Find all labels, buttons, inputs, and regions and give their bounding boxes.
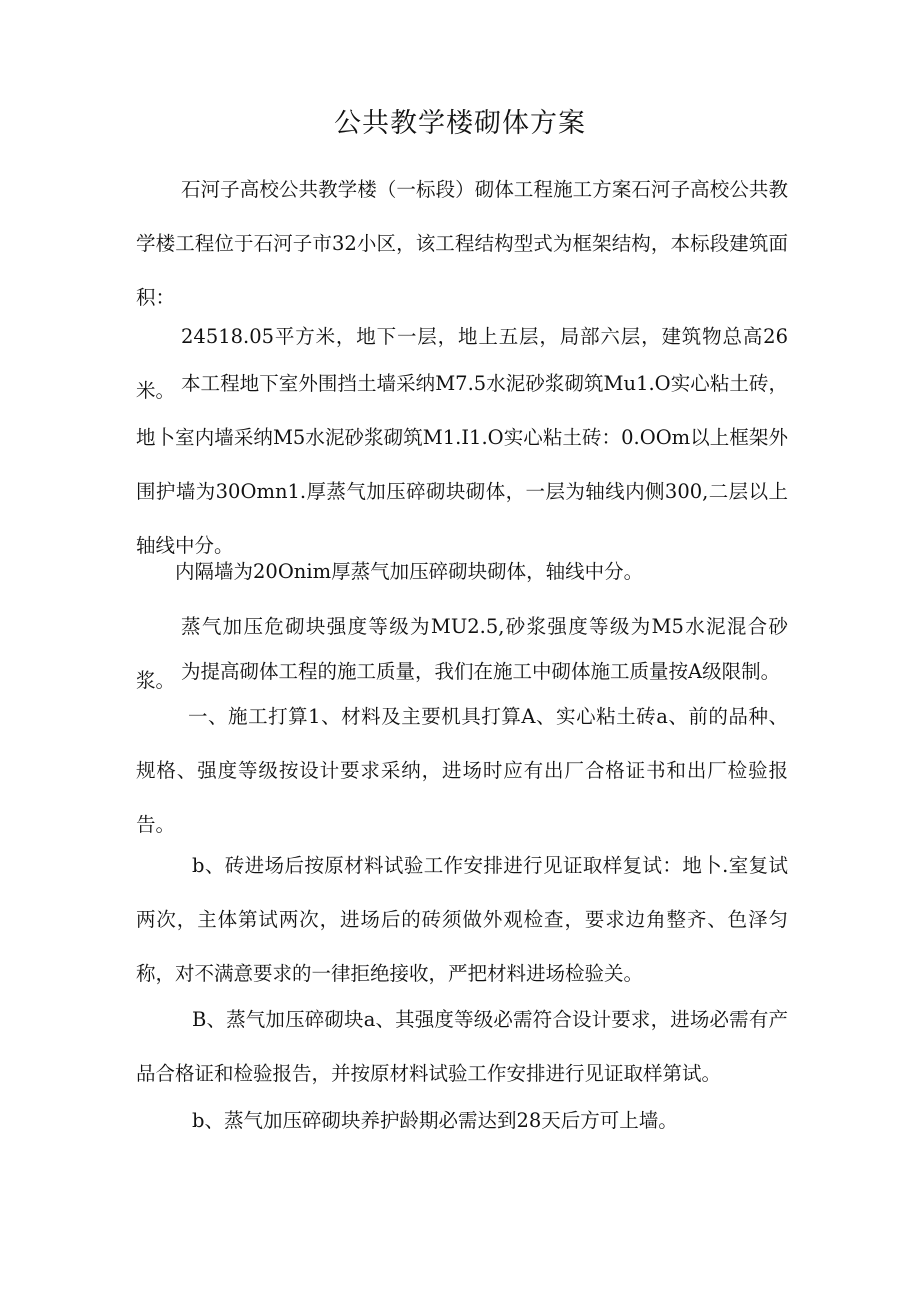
paragraph-wall-materials: 本工程地下室外围挡土墙采纳M7.5水泥砂浆砌筑Mu1.O实心粘土砖，地卜室内墙采纳M5水泥砂浆砌筑M1.I1.O实心粘土砖：0.OOm以上框架外围护墙为30Omn1.厚蒸气加压碎砌块砌体，一层为轴线内侧300,二层以上轴线中分。 bbox=[136, 372, 788, 557]
paragraph-brick-inspection: b、砖进场后按原材料试验工作安排进行见证取样复试：地卜.室复试两次，主体第试两次，进场后的砖须做外观检查，要求边角整齐、色泽匀称，对不满意要求的一律拒绝接收，严把材料进场检验关。 bbox=[136, 854, 788, 985]
paragraph-curing-period: b、蒸气加压碎砌块养护龄期必需达到28天后方可上墙。 bbox=[192, 1109, 678, 1132]
paragraph-project-overview: 石河子高校公共教学楼（一标段）砌体工程施工方案石河子高校公共教学楼工程位于石河子市32小区，该工程结构型式为框架结构，本标段建筑面积： bbox=[136, 178, 788, 309]
paragraph-building-area: 24518.05平方米，地下一层，地上五层，局部六层，建筑物总高26米。 bbox=[136, 325, 788, 402]
paragraph-construction-preparation: 一、施工打算1、材料及主要机具打算A、实心粘土砖a、前的品种、规格、强度等级按设计要求采纳，进场时应有出厂合格证书和出厂检验报告。 bbox=[136, 705, 788, 836]
paragraph-quality-level: 为提高砌体工程的施工质量，我们在施工中砌体施工质量按A级限制。 bbox=[181, 660, 781, 683]
paragraph-partition-walls: 内隔墙为20Onim厚蒸气加压碎砌块砌体，轴线中分。 bbox=[175, 560, 644, 583]
paragraph-strength-grade: 蒸气加压危砌块强度等级为MU2.5,砂浆强度等级为M5水泥混合砂浆。 bbox=[136, 615, 788, 692]
document-title: 公共教学楼砌体方案 bbox=[334, 108, 586, 139]
paragraph-aerated-block: B、蒸气加压碎砌块a、其强度等级必需符合设计要求，进场必需有产品合格证和检验报告，并按原材料试验工作安排进行见证取样第试。 bbox=[136, 1008, 788, 1085]
